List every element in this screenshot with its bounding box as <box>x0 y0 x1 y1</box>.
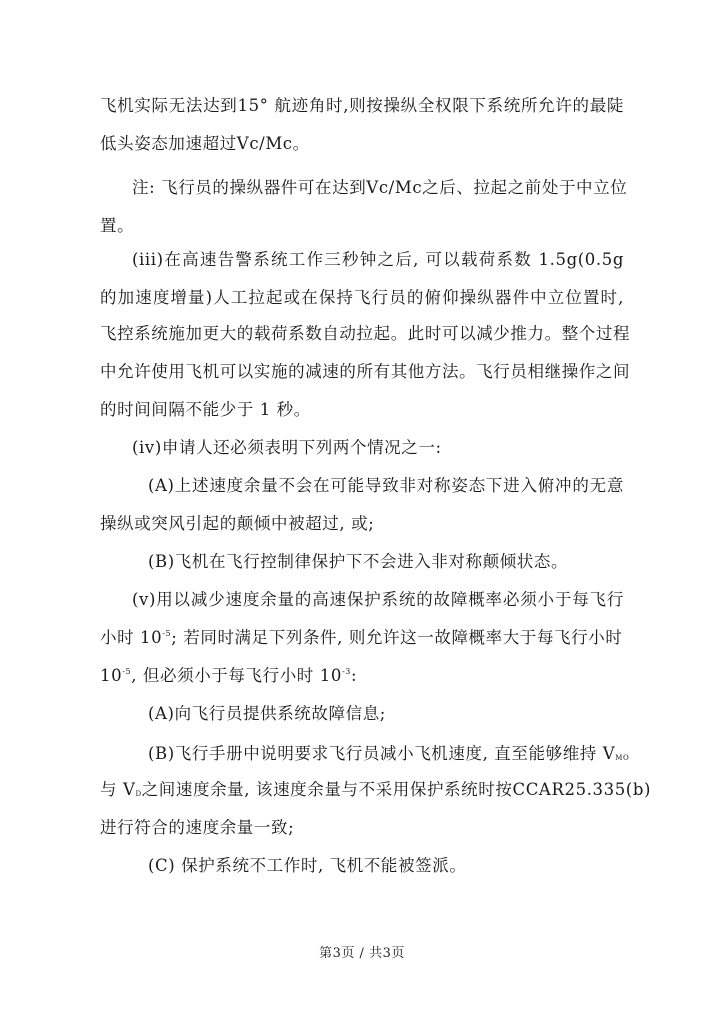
item-v-b-line-2 <box>100 778 652 802</box>
item-iii-line-3: 飞控系统施加更大的载荷系数自动拉起。此时可以减少推力。整个过程 <box>100 324 631 343</box>
exponent-minus-5: -5 <box>162 629 172 638</box>
item-v-line-3-end: : <box>350 666 358 685</box>
subscript-d: D <box>135 790 142 798</box>
item-v-line-3-mid: , 但必须小于每飞行小时 10 <box>131 666 342 685</box>
text-line-1: 飞机实际无法达到15° 航迹角时,则按操纵全权限下系统所允许的最陡 <box>100 96 624 115</box>
item-iv-a-line-1: (A)上述速度余量不会在可能导致非对称姿态下进入俯冲的无意 <box>148 476 624 495</box>
item-v-b-line-3: 进行符合的速度余量一致; <box>100 818 295 837</box>
item-v-b-line-2-rest: 之间速度余量, 该速度余量与不采用保护系统时按CCAR25.335(b) <box>141 780 652 799</box>
item-iii-line-2: 的加速度增量)人工拉起或在保持飞行员的俯仰操纵器件中立位置时, <box>100 288 624 307</box>
item-iii-line-1: (iii)在高速告警系统工作三秒钟之后, 可以载荷系数 1.5g(0.5g <box>132 250 624 269</box>
item-v-b-line-1 <box>148 742 630 766</box>
note-line-2: 置。 <box>100 216 135 235</box>
item-iv-b-line: (B)飞机在飞行控制律保护下不会进入非对称颠倾状态。 <box>148 552 569 571</box>
exponent-minus-3: -3 <box>341 667 351 676</box>
item-v-line-3 <box>100 664 624 688</box>
page-footer: 第3页 / 共3页 <box>319 946 405 961</box>
item-v-line-2-start: 小时 10 <box>100 628 163 647</box>
subscript-mo: MO <box>615 754 630 762</box>
exponent-minus-5-b: -5 <box>122 667 132 676</box>
item-v-b-line-1-text: (B)飞行手册中说明要求飞行员减小飞机速度, 直至能够维持 V <box>148 744 616 763</box>
item-v-b-line-2-start: 与 V <box>100 780 136 799</box>
note-line-1: 注: 飞行员的操纵器件可在达到Vc/Mc之后、拉起之前处于中立位 <box>132 178 628 197</box>
item-v-a-line: (A)向飞行员提供系统故障信息; <box>148 704 386 723</box>
item-iv-heading: (iv)申请人还必须表明下列两个情况之一: <box>132 438 442 457</box>
item-iii-line-4: 中允许使用飞机可以实施的减速的所有其他方法。飞行员相继操作之间 <box>100 362 631 381</box>
item-iii-line-5: 的时间间隔不能少于 1 秒。 <box>100 400 311 419</box>
text-line-2: 低头姿态加速超过Vc/Mc。 <box>100 134 310 153</box>
item-v-line-2 <box>100 626 624 650</box>
item-v-line-3-start: 10 <box>100 666 123 685</box>
item-v-line-1: (v)用以减少速度余量的高速保护系统的故障概率必须小于每飞行 <box>132 590 624 609</box>
item-v-c-line: (C) 保护系统不工作时, 飞机不能被签派。 <box>148 856 467 875</box>
item-iv-a-line-2: 操纵或突风引起的颠倾中被超过, 或; <box>100 514 375 533</box>
item-v-line-2-rest: ; 若同时满足下列条件, 则允许这一故障概率大于每飞行小时 <box>171 628 623 647</box>
